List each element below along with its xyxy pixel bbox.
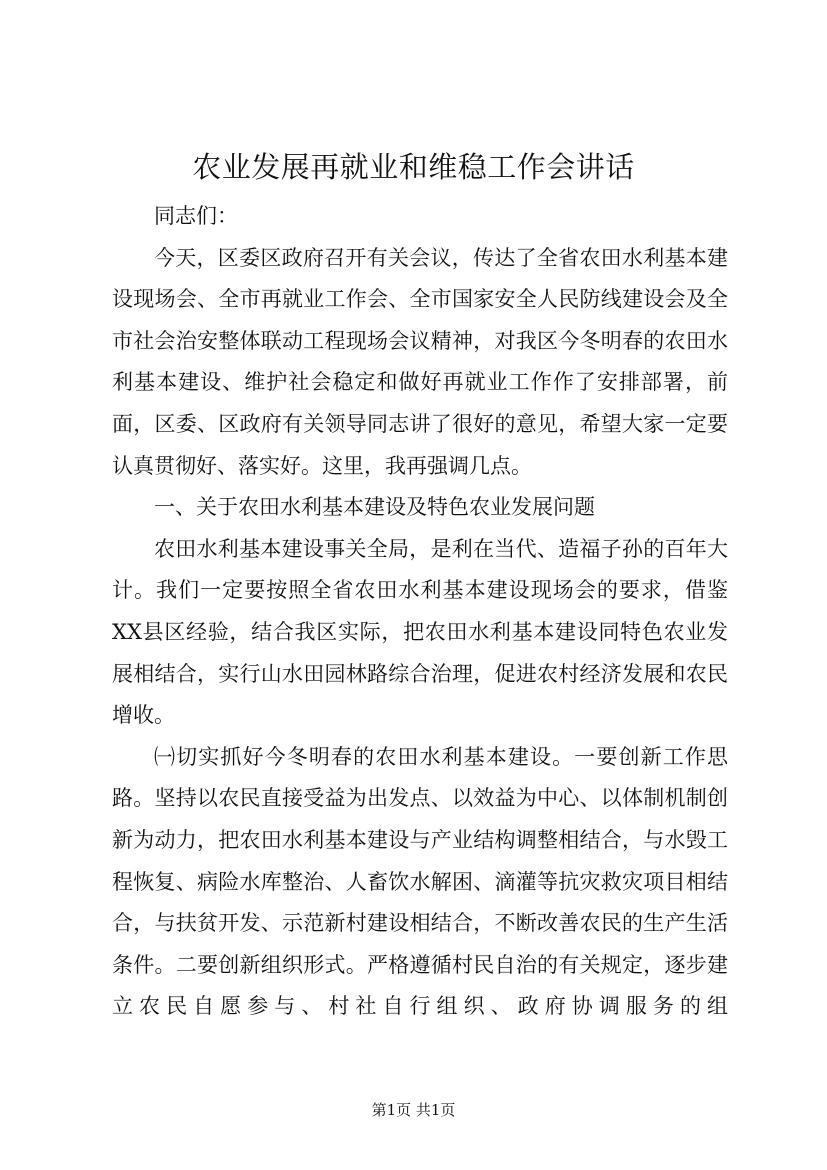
salutation: 同志们： <box>154 204 238 228</box>
section-heading: 一、关于农田水利基本建设及特色农业发展问题 <box>154 495 595 520</box>
paragraph-subsection-1: ㈠切实抓好今冬明春的农田水利基本建设。一要创新工作思路。坚持以农民直接受益为出发点、以效益为中心、以体制机制创新为动力，把农田水利基本建设与产业结构调整相结合，与水毁工程恢复、病险水库整治、人畜饮水解困、滴灌等抗灾救灾项目相结合，与扶贫开发、示范新村建设相结合，不断改善农民的生产生活条件。二要创新组织形式。严格遵循村民自治的有关规定，逐步建立农民自愿参与、村社自行组织、政府协调服务的组 <box>112 744 728 1019</box>
paragraph-section-intro: 农田水利基本建设事关全局，是利在当代、造福子孙的百年大计。我们一定要按照全省农田水利基本建设现场会的要求，借鉴XX县区经验，结合我区实际，把农田水利基本建设同特色农业发展相结合，实行山水田园林路综合治理，促进农村经济发展和农民增收。 <box>112 536 728 728</box>
paragraph-intro: 今天，区委区政府召开有关会议，传达了全省农田水利基本建设现场会、全市再就业工作会、全市国家安全人民防线建设会及全市社会治安整体联动工程现场会议精神，对我区今冬明春的农田水利基本建设、维护社会稳定和做好再就业工作作了安排部署，前面，区委、区政府有关领导同志讲了很好的意见，希望大家一定要认真贯彻好、落实好。这里，我再强调几点。 <box>112 245 728 478</box>
page-footer: 第1页 共1页 <box>371 1101 456 1119</box>
document-title: 农业发展再就业和维稳工作会讲话 <box>192 150 635 184</box>
document-body <box>112 196 728 1028</box>
